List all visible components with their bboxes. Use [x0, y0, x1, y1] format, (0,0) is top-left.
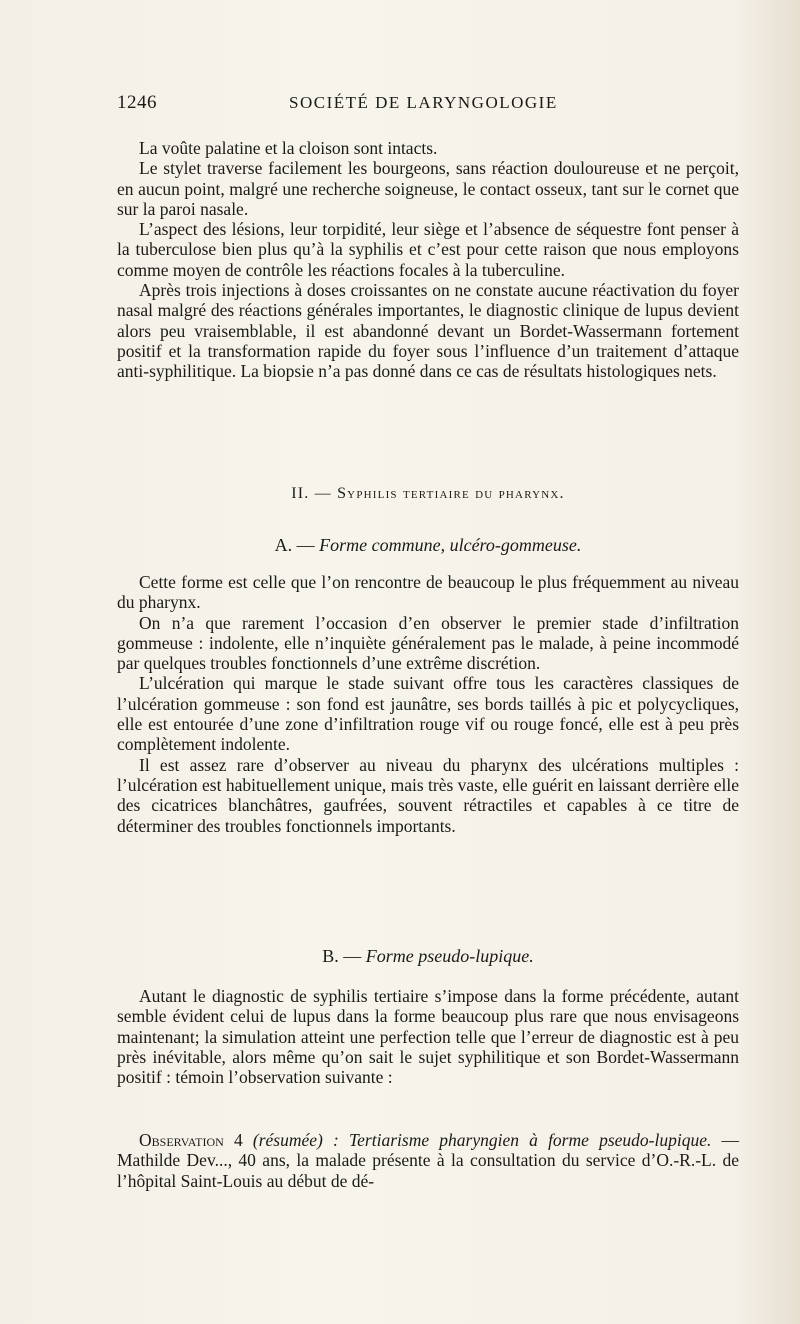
paragraph: Cette forme est celle que l’on rencontre de beaucoup le plus fréquemment au niveau du pharynx. — [117, 572, 739, 613]
subsection-a-title: Forme commune, ulcéro-gommeuse. — [319, 535, 582, 555]
observation-title: : Tertiarisme pharyngien à forme pseudo-lupique. — [333, 1130, 712, 1150]
paragraph: Le stylet traverse facilement les bourgeons, sans réaction douloureuse et ne perçoit, en aucun point, malgré une recherche soigneuse, le contact osseux, tant sur le cornet que sur la paroi nasale. — [117, 158, 739, 219]
paragraph: Il est assez rare d’observer au niveau du pharynx des ulcérations multiples : l’ulcération est habituellement unique, mais très vaste, elle guérit en laissant derrière elle des cicatrices blanchâtres, gaufrées, souvent rétractiles et capables à ce titre de déterminer des troubles fonctionnels importants. — [117, 754, 739, 836]
running-title: SOCIÉTÉ DE LARYNGOLOGIE — [289, 93, 558, 112]
observation-text: — Mathilde Dev..., 40 ans, la malade présente à la consultation du service d’O.-R.-L. de l’hôpital Saint-Louis au début de dé- — [117, 1130, 740, 1191]
subsection-b-title: Forme pseudo-lupique. — [365, 946, 534, 966]
text-block-1 — [117, 138, 739, 382]
paragraph: L’aspect des lésions, leur torpidité, leur siège et l’absence de séquestre font penser à la tuberculose bien plus qu’à la syphilis et c’est pour cette raison que nous employons comme moyen de contrôle les réactions focales à la tuberculine. — [117, 219, 739, 280]
page-number: 1246 — [117, 92, 157, 113]
observation-block — [117, 1130, 739, 1191]
paragraph: Autant le diagnostic de syphilis tertiaire s’impose dans la forme précédente, autant semble évident celui de lupus dans la forme beaucoup plus rare que nous envisageons maintenant; la simulation atteint une perfection telle que l’erreur de diagnostic est à peu près inévitable, alors même qu’on sait le sujet syphilitique et son Bordet-Wassermann positif : témoin l’observation suivante : — [117, 986, 739, 1088]
paragraph: Après trois injections à doses croissantes on ne constate aucune réactivation du foyer nasal malgré des réactions générales importantes, le diagnostic clinique de lupus devient alors peu vraisemblable, il est abandonné devant un Bordet-Wassermann fortement positif et la transformation rapide du foyer sous l’influence d’un traitement d’attaque anti-syphilitique. La biopsie n’a pas donné dans ce cas de résultats histologiques nets. — [117, 280, 739, 382]
text-block-2 — [117, 572, 739, 836]
observation-qualifier: (résumée) — [252, 1130, 323, 1150]
subsection-a-label: A. — — [274, 535, 315, 555]
observation-paragraph — [117, 1130, 739, 1191]
observation-label: Observation 4 — [139, 1130, 243, 1150]
subsection-b-label: B. — — [322, 946, 362, 966]
section-title: Syphilis tertiaire du pharynx. — [337, 485, 565, 502]
subsection-a-heading — [117, 535, 739, 556]
text-block-3 — [117, 986, 739, 1087]
paragraph: L’ulcération qui marque le stade suivant offre tous les caractères classiques de l’ulcération gommeuse : son fond est jaunâtre, ses bords taillés à pic et polycycliques, elle est entourée d’une zone d’infiltration rouge vif ou rouge foncé, elle est à peu près complètement indolente. — [117, 673, 739, 755]
paragraph: On n’a que rarement l’occasion d’en observer le premier stade d’infiltration gommeuse : indolente, elle n’inquiète généralement pas le malade, à peine incommodé par quelques troubles fonctionnels d’une extrême discrétion. — [117, 612, 739, 674]
section-heading — [117, 485, 739, 503]
section-number: II. — — [291, 485, 332, 502]
subsection-b-heading — [117, 946, 739, 967]
paragraph: La voûte palatine et la cloison sont intacts. — [139, 138, 438, 158]
